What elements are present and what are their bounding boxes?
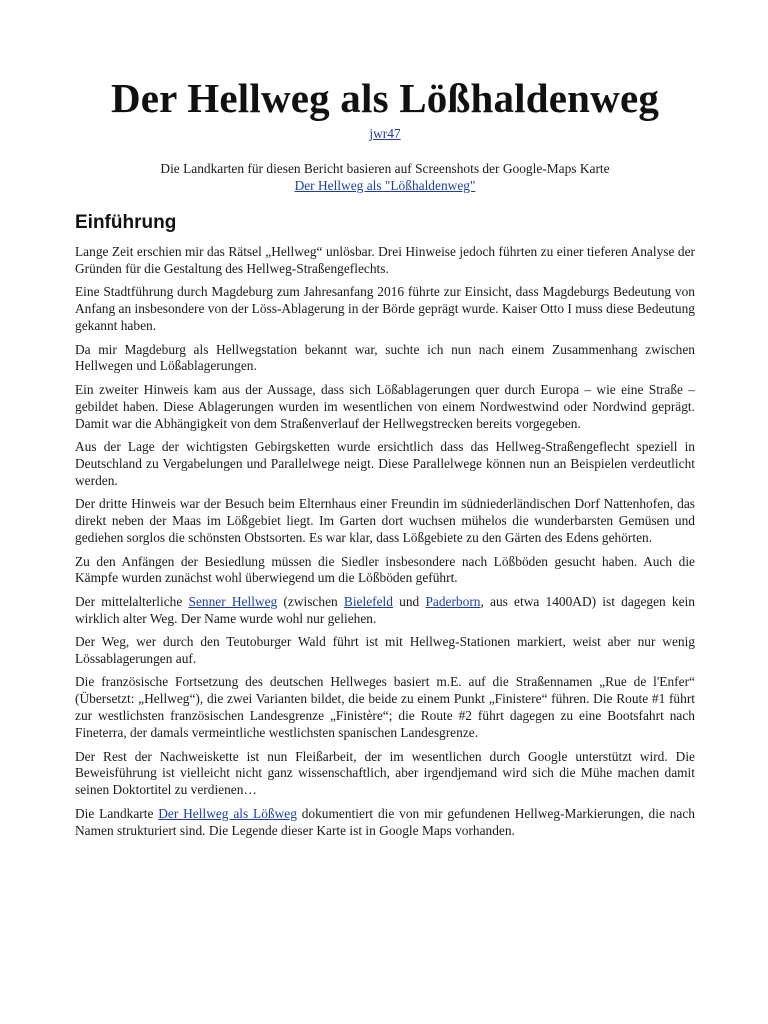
section-heading: Einführung (75, 212, 177, 233)
paragraph-1: Lange Zeit erschien mir das Rätsel „Hellweg“ unlösbar. Drei Hinweise jedoch führten zu einer tieferen Analyse der Gründen für die Gestaltung des Hellweg-Straßengeflechts. (75, 244, 695, 276)
author-line (75, 125, 695, 142)
paragraph-8-text-2: (zwischen (277, 593, 344, 609)
paragraph-8-text-1: Der mittelalterliche (75, 593, 189, 609)
paragraph-5: Aus der Lage der wichtigsten Gebirgsketten wurde ersichtlich dass das Hellweg-Straßengeflecht speziell in Deutschland zu Vergabelungen und Parallelwege neigt. Diese Parallelwege können nun an Beispielen verdeutlicht werden. (75, 439, 695, 488)
paderborn-link[interactable]: Paderborn (425, 593, 481, 609)
paragraph-3: Da mir Magdeburg als Hellwegstation bekannt war, suchte ich nun nach einem Zusammenhang zwischen Hellwegen und Lößablagerungen. (75, 341, 695, 374)
paragraph-6: Der dritte Hinweis war der Besuch beim Elternhaus einer Freundin im südniederländischen Dorf Nattenhofen, das direkt neben der Maas im Lößgebiet liegt. Im Garten dort wuchsen mühelos die wunderbarsten Gemüsen und gediehen sorglos die schönsten Obstsorten. Es war klar, dass Lößgebiete zu den Gärten des Edens gehörten. (75, 496, 695, 546)
paragraph-4: Ein zweiter Hinweis kam aus der Aussage, dass sich Lößablagerungen quer durch Europa – wie eine Straße – gebildet haben. Diese Ablagerungen wurden im wesentlichen von einem Nordwestwind oder Nordwind geprägt. Damit war die Abhängigkeit von dem Straßenverlauf der Hellwegstrecken bereits vorgegeben. (75, 381, 695, 431)
paragraph-9: Der Weg, wer durch den Teutoburger Wald führt ist mit Hellweg-Stationen markiert, weist aber nur wenig Lössablagerungen auf. (75, 634, 695, 667)
paragraph-12-text-1: Die Landkarte (75, 805, 159, 821)
paragraph-7: Zu den Anfängen der Besiedlung müssen die Siedler insbesondere nach Lößböden gesucht haben. Auch die Kämpfe wurden zunächst wohl überwiegend um die Lößböden geführt. (75, 553, 695, 586)
loessweg-map-link[interactable]: Der Hellweg als Lößweg (158, 805, 297, 821)
map-link[interactable]: Der Hellweg als "Lößhaldenweg" (294, 178, 476, 193)
paragraph-12-text-2: dokumentiert die von mir gefundenen Hellweg-Markierungen, die nach Namen strukturiert sind. Die Legende dieser Karte ist in Google Maps vorhanden. (75, 805, 696, 838)
intro-text: Die Landkarten für diesen Bericht basieren auf Screenshots der Google-Maps Karte (160, 161, 610, 176)
paragraph-10: Die französische Fortsetzung des deutschen Hellweges basiert m.E. auf die Straßennamen „Rue de l'Enfer“ (Übersetzt: „Hellweg“), die zwei Varianten bildet, die beide zu einem Punkt „Finistere“ führen. Die Route #1 führt zur westlichsten französischen Landesgrenze „Finistère“; die Route #2 führt dagegen zu eine Bootsfahrt nach Fineterra, der damals vermeintliche westlichsten spanischen Landesgrenze. (75, 674, 695, 741)
paragraph-8-text-4: , aus etwa 1400AD) ist dagegen kein wirklich alter Weg. Der Name wurde wohl nur geliehen. (75, 593, 695, 626)
intro-note (75, 160, 695, 194)
paragraph-8-text-3: und (392, 593, 426, 609)
bielefeld-link[interactable]: Bielefeld (343, 593, 393, 609)
paragraph-11: Der Rest der Nachweiskette ist nun Fleißarbeit, der im wesentlichen durch Google unterstützt wird. Die Beweisführung ist vielleicht nicht ganz wissenschaftlich, aber irgendjemand wird sich die Mühe machen damit seinen Doktortitel zu verdienen… (75, 748, 695, 798)
paragraph-12 (75, 806, 695, 840)
paragraph-8 (75, 594, 695, 628)
document-page (75, 0, 695, 846)
senner-hellweg-link[interactable]: Senner Hellweg (188, 593, 278, 609)
author-link[interactable]: jwr47 (369, 126, 401, 141)
document-title: Der Hellweg als Lößhaldenweg (110, 75, 660, 121)
paragraph-2: Eine Stadtführung durch Magdeburg zum Jahresanfang 2016 führte zur Einsicht, dass Magdeburgs Bedeutung von Anfang an insbesondere von der Löss-Ablagerung in der Börde geprägt wurde. Kaiser Otto I muss diese Bedeutung gekannt haben. (75, 284, 695, 334)
